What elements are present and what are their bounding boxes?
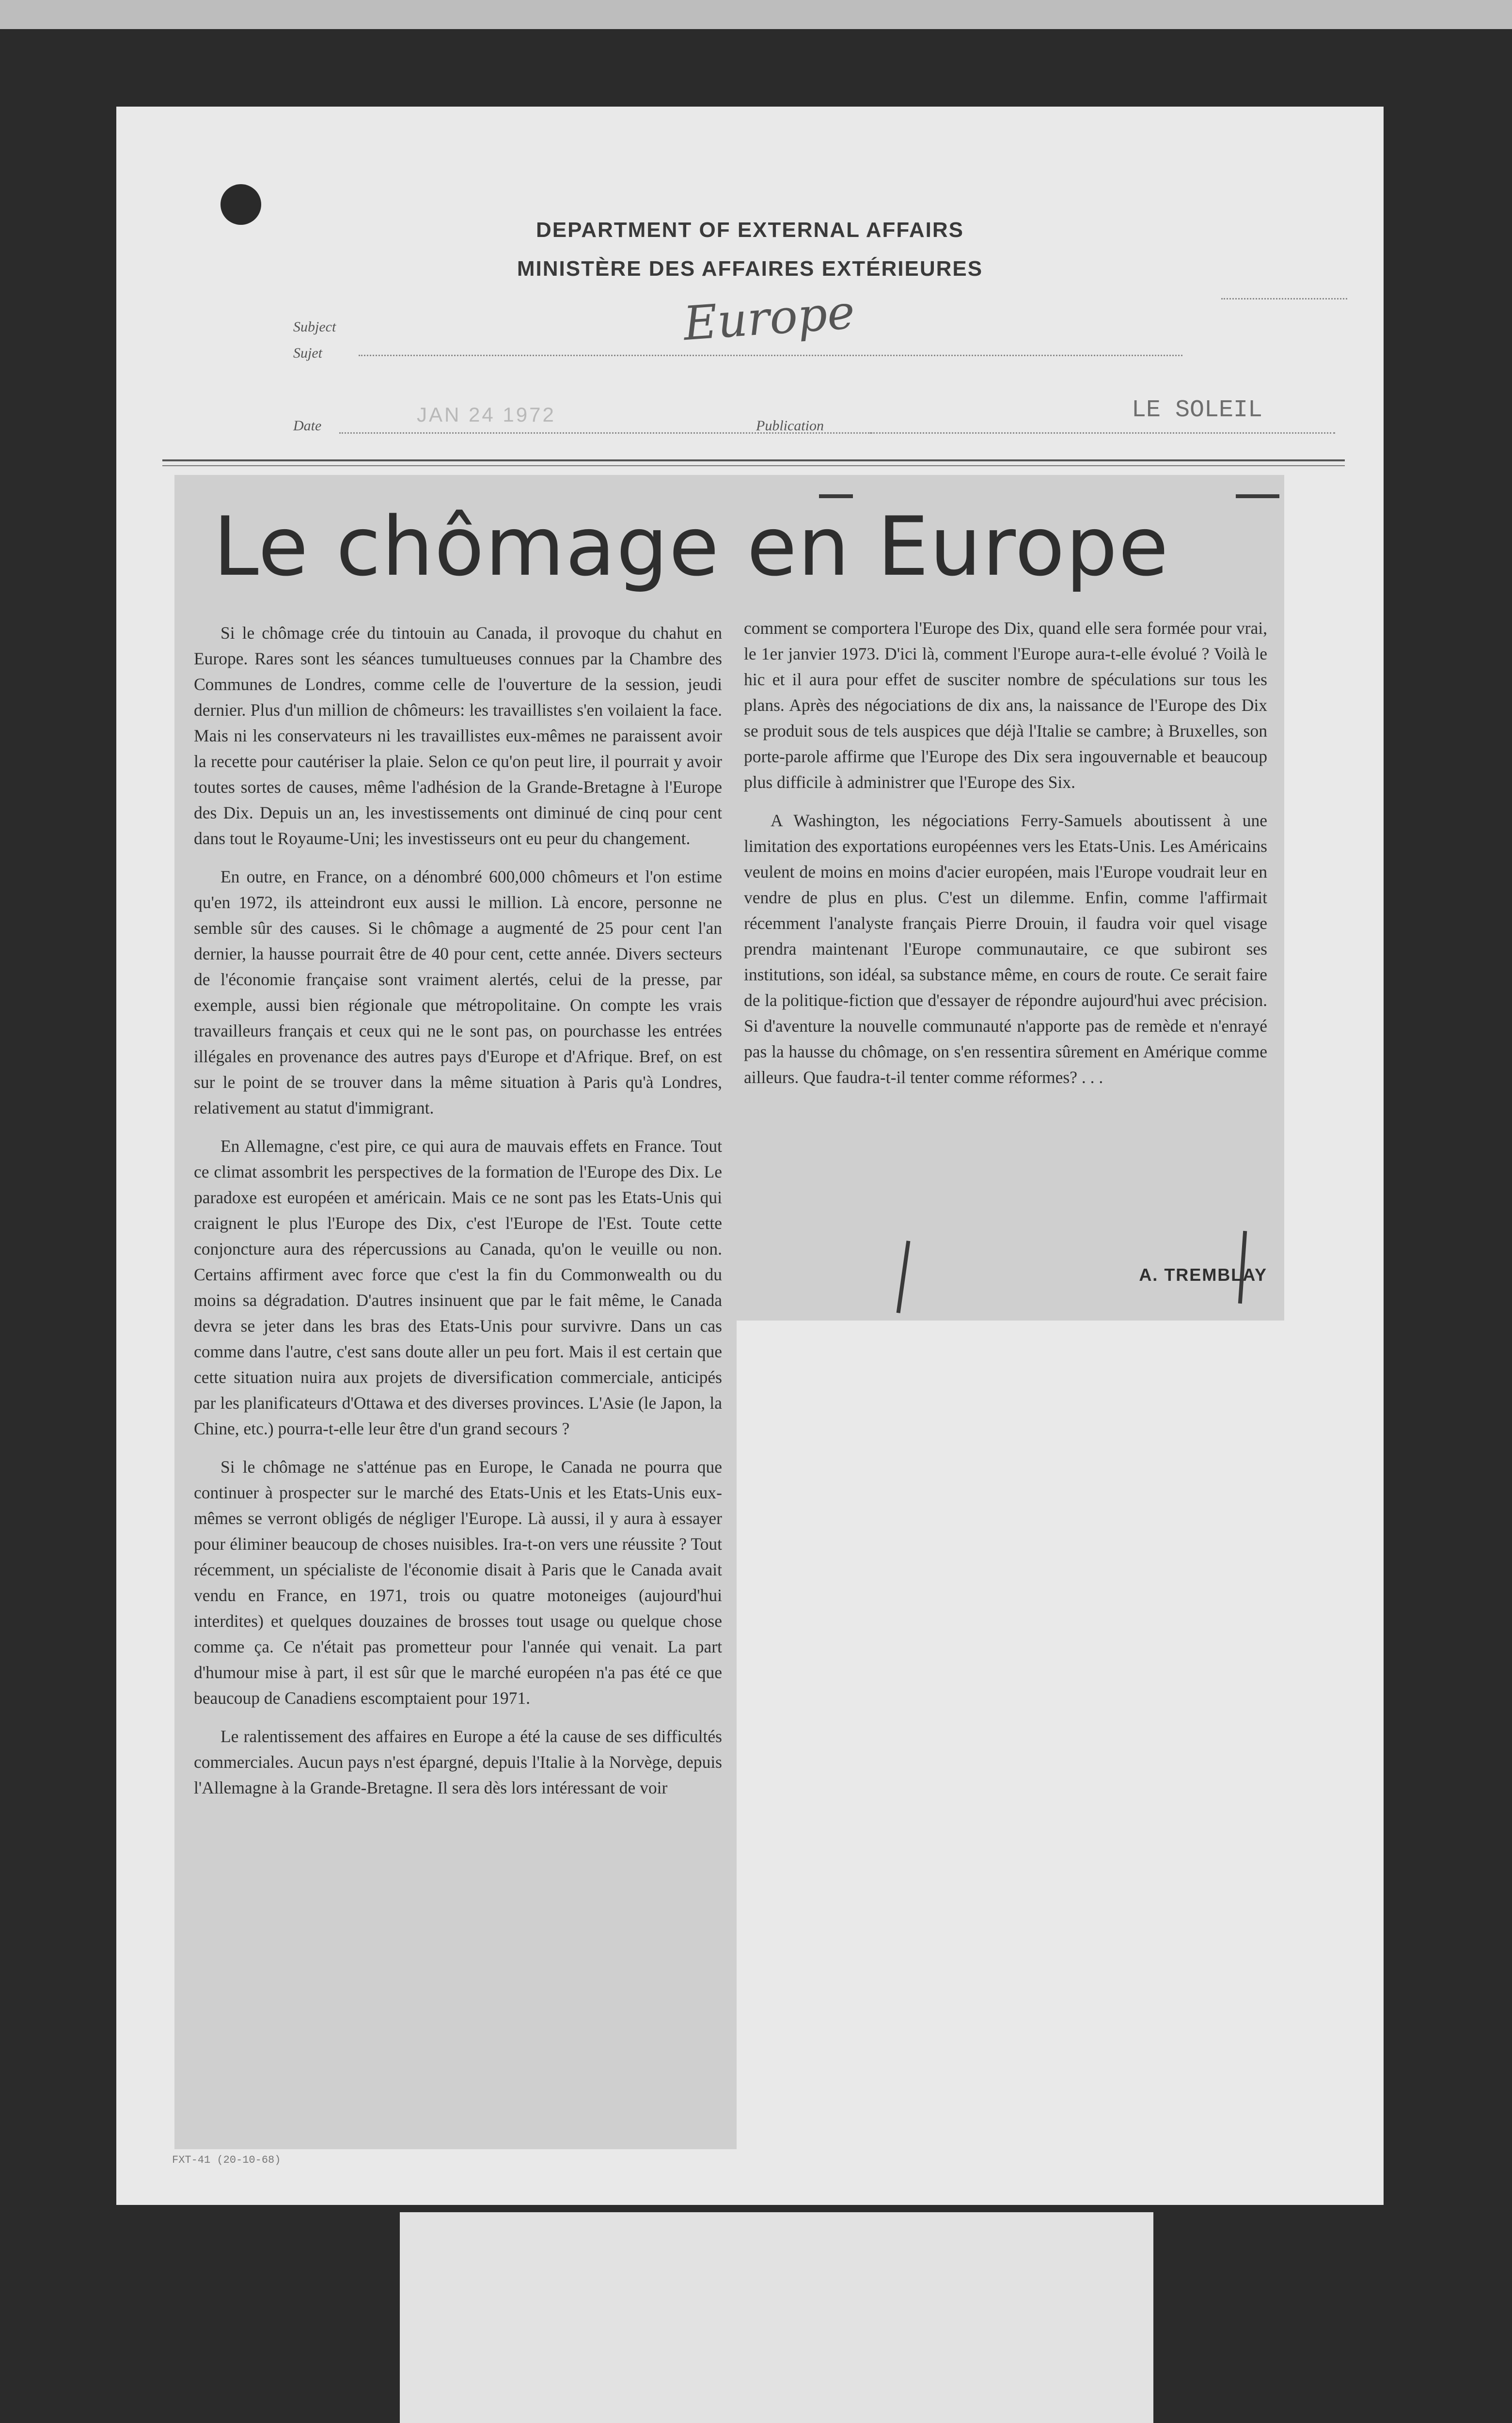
article-column-left	[194, 620, 722, 1813]
header-rule	[162, 459, 1345, 461]
date-label: Date	[293, 418, 322, 434]
article-paragraph: En Allemagne, c'est pire, ce qui aura de mauvais effets en France. Tout ce climat assombrit les perspectives de la formation de l'Europe des Dix. Le paradoxe est européen et américain. Mais ce ne sont pas les Etats-Unis qui craignent le plus l'Europe des Dix, c'est l'Europe de l'Est. Toute cette conjoncture aura des répercussions au Canada, qu'on le veuille ou non. Certains affirment avec force que c'est la fin du Commonwealth ou du moins sa dégradation. D'autres insinuent que par le fait même, le Canada devra se jeter dans les bras des Etats-Unis pour survivre. Dans un cas comme dans l'autre, c'est sans doute aller un peu fort. Mais il est certain que cette situation nuira aux projets de diversification commerciale, anticipés par les planificateurs d'Ottawa et des diverses provinces. L'Asie (le Japon, la Chine, etc.) pourra-t-elle leur être d'un grand secours ?	[194, 1136, 722, 1438]
article-paragraph: Si le chômage ne s'atténue pas en Europe, le Canada ne pourra que continuer à prospecter sur le marché des Etats-Unis et les Etats-Unis eux-mêmes se verront obligés de négliger l'Europe. Là aussi, il y aura à essayer pour éliminer beaucoup de choses nuisibles. Ira-t-on vers une réussite ? Tout récemment, un spécialiste de l'économie disait à Paris que le Canada avait vendu en France, en 1971, trois ou quatre motoneiges (aujourd'hui interdites) et quelques douzaines de brosses tout usage ou quelque chose comme ça. Ce n'était pas prometteur pour l'année qui venait. La part d'humour mise à part, il est sûr que le marché européen n'a pas été ce que beaucoup de Canadiens escomptaient pour 1971.	[194, 1457, 722, 1708]
headline-accent-mark	[819, 494, 853, 498]
publication-line	[870, 432, 1335, 434]
scanner-top-strip	[0, 0, 1512, 29]
department-name-english: DEPARTMENT OF EXTERNAL AFFAIRS	[536, 218, 964, 242]
department-name-french: MINISTÈRE DES AFFAIRES EXTÉRIEURES	[517, 257, 983, 281]
reference-line	[1221, 298, 1347, 299]
form-code: FXT-41 (20-10-68)	[172, 2154, 281, 2166]
subject-label-english: Subject	[293, 319, 336, 335]
article-byline: A. TREMBLAY	[1139, 1265, 1267, 1285]
date-stamp: JAN 24 1972	[417, 403, 556, 426]
header-rule-thin	[162, 465, 1345, 466]
article-paragraph: En outre, en France, on a dénombré 600,000 chômeurs et l'on estime qu'en 1972, ils atteindront eux aussi le million. Là encore, personne ne semble sûr des causes. Si le chômage a augmenté de 25 pour cent l'an dernier, la hausse pourrait être de 40 pour cent, cette année. Divers secteurs de l'économie française sont vraiment alertés, celui de la presse, par exemple, aussi bien régionale que métropolitaine. On compte les vrais travailleurs français et ceux qui ne le sont pas, on pourchasse les entrées illégales en provenance des autres pays d'Europe et d'Afrique. Bref, on est sur le point de se trouver dans la même situation à Paris qu'à Londres, relativement au statut d'immigrant.	[194, 867, 722, 1117]
article-paragraph: comment se comportera l'Europe des Dix, quand elle sera formée pour vrai, le 1er janvier 1973. D'ici là, comment l'Europe aura-t-elle évolué ? Voilà le hic et il aura pour effet de susciter nombre de spéculations sur tous les plans. Après des négociations de dix ans, la naissance de l'Europe des Dix se produit sous de tels auspices que déjà l'Italie se cambre; à Bruxelles, son porte-parole affirme que l'Europe des Dix sera ingouvernable et beaucoup plus difficile à administrer que l'Europe des Six.	[744, 618, 1267, 792]
subject-label-french: Sujet	[293, 345, 322, 361]
article-paragraph: Le ralentissement des affaires en Europe a été la cause de ses difficultés commerciales. Aucun pays n'est épargné, depuis l'Italie à la Norvège, depuis l'Allemagne à la Grande-Bretagne. Il sera dès lors intéressant de voir	[194, 1727, 722, 1797]
subject-line	[359, 355, 1182, 356]
next-page-edge	[400, 2212, 1153, 2423]
clipping-sheet	[116, 107, 1384, 2205]
article-headline: Le chômage en Europe	[213, 499, 1170, 594]
corner-mark	[1236, 494, 1279, 498]
article-paragraph: A Washington, les négociations Ferry-Samuels aboutissent à une limitation des exportations européennes vers les Etats-Unis. Les Américains veulent de moins en moins d'acier européen, mais l'Europe voudrait leur en vendre de plus en plus. C'est un dilemme. Enfin, comme l'affirmait récemment l'analyste français Pierre Drouin, il faudra voir quel visage prendra maintenant l'Europe communautaire, ce que subiront ses institutions, son idéal, sa substance même, en cours de route. Ce serait faire de la politique-fiction que d'essayer de répondre aujourd'hui avec précision. Si d'aventure la nouvelle communauté n'apporte pas de remède et n'enrayé pas la hausse du chômage, on s'en ressentira sûrement en Amérique comme ailleurs. Que faudra-t-il tenter comme réformes? . . .	[744, 811, 1267, 1087]
handwritten-subject: Europe	[681, 284, 857, 351]
article-column-right	[744, 615, 1267, 1103]
publication-stamp: LE SOLEIL	[1132, 396, 1263, 424]
article-paragraph: Si le chômage crée du tintouin au Canada, il provoque du chahut en Europe. Rares sont les séances tumultueuses connues par la Chambre des Communes de Londres, comme celle de l'ouverture de la session, jeudi dernier. Plus d'un million de chômeurs: les travaillistes s'en voilaient la face. Mais ni les conservateurs ni les travaillistes eux-mêmes ne paraissent avoir la recette pour cautériser la plaie. Selon ce qu'on peut lire, il pourrait y avoir toutes sortes de causes, même l'adhésion de la Grande-Bretagne à l'Europe des Dix. Depuis un an, les investissements ont diminué de cinq pour cent dans tout le Royaume-Uni; les investisseurs ont eu peur du changement.	[194, 623, 722, 848]
publication-label: Publication	[756, 418, 824, 434]
